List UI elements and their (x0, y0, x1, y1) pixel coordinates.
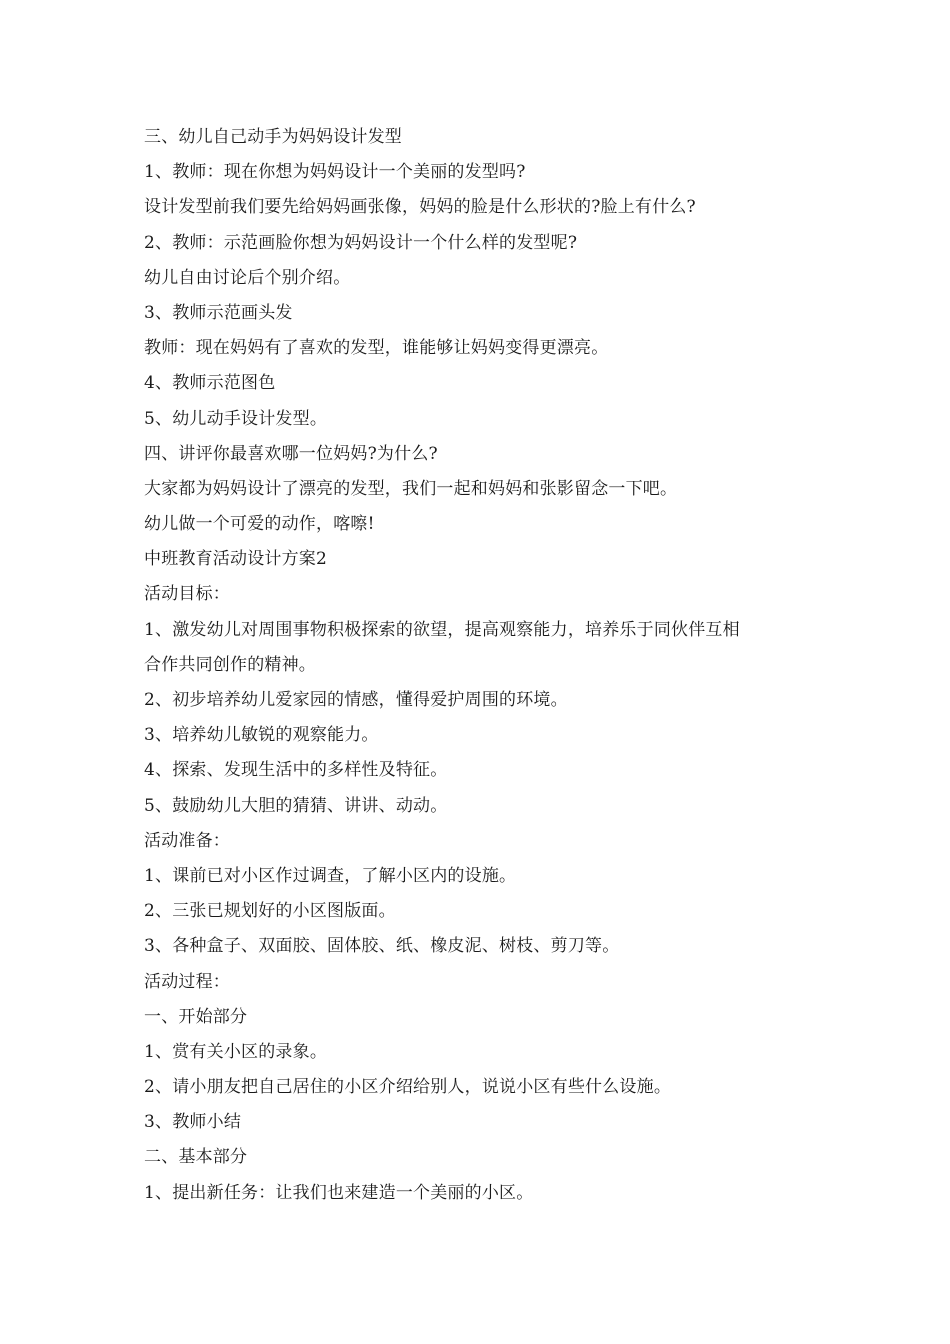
paragraph-line: 设计发型前我们要先给妈妈画张像，妈妈的脸是什么形状的?脸上有什么? (144, 197, 696, 218)
section-heading-1: 一、开始部分 (144, 1006, 248, 1027)
paragraph-line: 1、提出新任务：让我们也来建造一个美丽的小区。 (144, 1182, 534, 1203)
paragraph-line: 3、教师示范画头发 (144, 302, 293, 323)
paragraph-line: 2、初步培养幼儿爱家园的情感，懂得爱护周围的环境。 (144, 690, 568, 710)
paragraph-line: 4、探索、发现生活中的多样性及特征。 (144, 760, 448, 781)
paragraph-line: 5、鼓励幼儿大胆的猜猜、讲讲、动动。 (144, 795, 448, 816)
paragraph-line: 1、激发幼儿对周围事物积极探索的欲望，提高观察能力，培养乐于同伙伴互相 (144, 619, 740, 640)
paragraph-line: 幼儿做一个可爱的动作，喀嚓! (144, 514, 375, 535)
section-heading-4: 四、讲评你最喜欢哪一位妈妈?为什么? (144, 443, 438, 464)
paragraph-line: 1、教师：现在你想为妈妈设计一个美丽的发型吗? (144, 162, 526, 183)
paragraph-line: 2、教师：示范画脸你想为妈妈设计一个什么样的发型呢? (144, 232, 578, 253)
paragraph-line: 幼儿自由讨论后个别介绍。 (144, 267, 351, 288)
paragraph-line: 1、赏有关小区的录象。 (144, 1041, 328, 1062)
plan-title: 中班教育活动设计方案2 (144, 549, 328, 570)
document-body (144, 120, 814, 1211)
paragraph-line: 4、教师示范图色 (144, 373, 276, 394)
paragraph-line: 3、教师小结 (144, 1112, 242, 1133)
paragraph-line: 2、三张已规划好的小区图版面。 (144, 901, 396, 922)
paragraph-line: 教师：现在妈妈有了喜欢的发型，谁能够让妈妈变得更漂亮。 (144, 338, 609, 359)
paragraph-line: 1、课前已对小区作过调查，了解小区内的设施。 (144, 865, 517, 886)
subheading-preparation: 活动准备： (144, 830, 230, 851)
subheading-goals: 活动目标： (144, 584, 230, 605)
subheading-process: 活动过程： (144, 971, 230, 992)
paragraph-line: 合作共同创作的精神。 (144, 654, 316, 675)
paragraph-line: 5、幼儿动手设计发型。 (144, 408, 328, 429)
section-heading-3: 三、幼儿自己动手为妈妈设计发型 (144, 127, 402, 147)
paragraph-line: 3、培养幼儿敏锐的观察能力。 (144, 725, 379, 746)
paragraph-line: 3、各种盒子、双面胶、固体胶、纸、橡皮泥、树枝、剪刀等。 (144, 936, 620, 957)
paragraph-line: 大家都为妈妈设计了漂亮的发型，我们一起和妈妈和张影留念一下吧。 (144, 478, 678, 499)
section-heading-2: 二、基本部分 (144, 1147, 248, 1168)
paragraph-line: 2、请小朋友把自己居住的小区介绍给别人，说说小区有些什么设施。 (144, 1077, 672, 1098)
